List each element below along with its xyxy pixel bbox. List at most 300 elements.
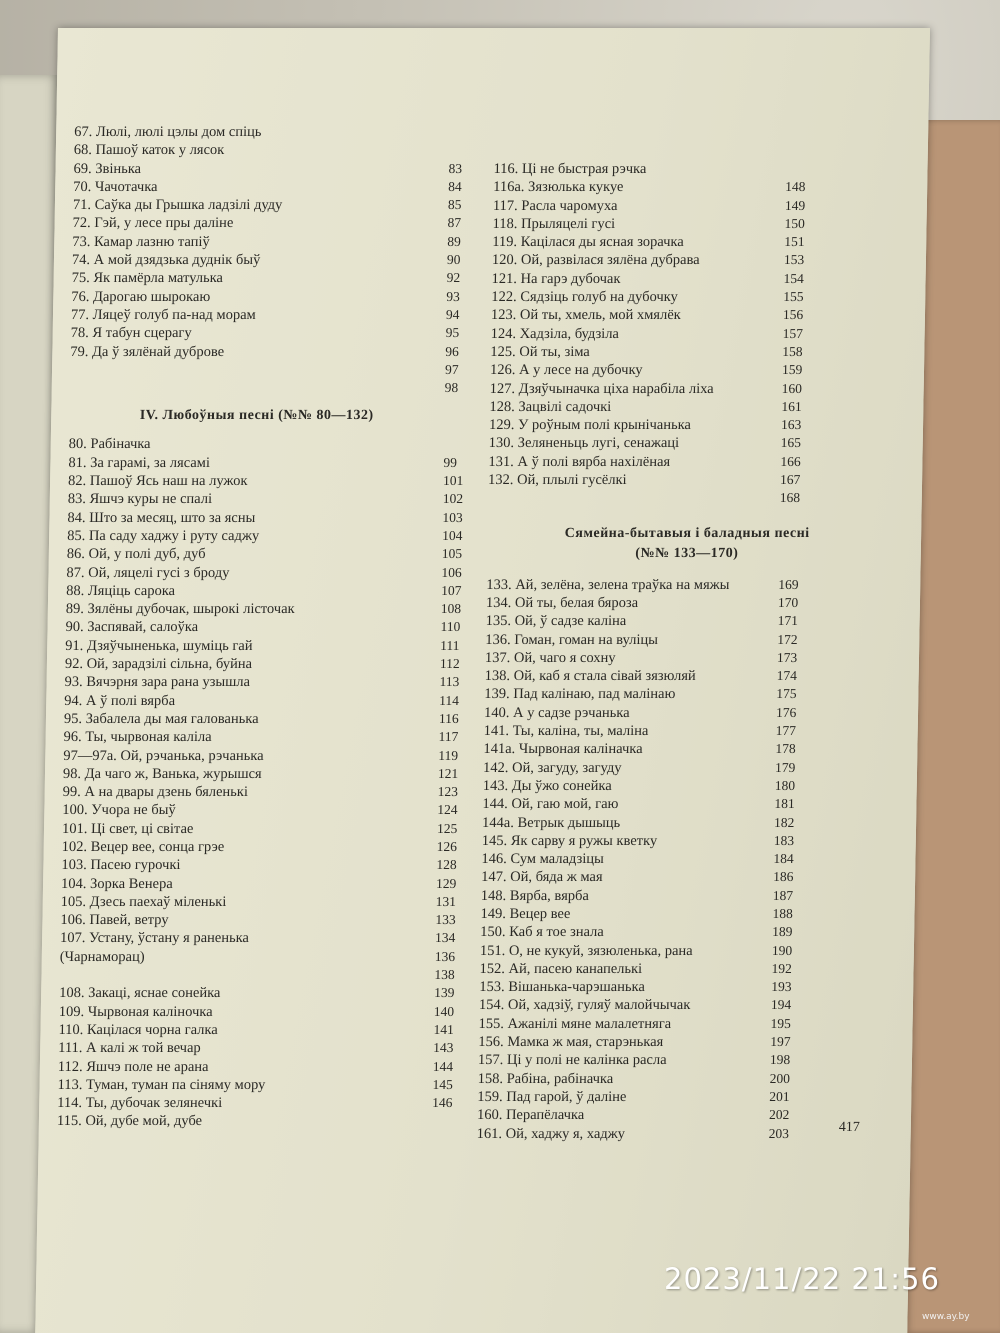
toc-entry-title: 76. Дарогаю шырокаю: [71, 288, 211, 305]
toc-entry-title: 97—97а. Ой, рэчанька, рэчанька: [63, 747, 264, 764]
toc-entry-page: 181: [774, 796, 795, 812]
toc-entry-title: 121. На гарэ дубочак: [491, 270, 621, 287]
toc-entry-page: 140: [433, 1003, 455, 1019]
toc-entry: [65, 655, 480, 673]
toc-entry: [63, 728, 478, 746]
toc-entry: [69, 435, 484, 453]
toc-entry-page: 151: [784, 234, 805, 250]
toc-entry: [483, 740, 903, 758]
toc-entry-title: 98. Да чаго ж, Ванька, журышся: [62, 765, 262, 782]
toc-entry-title: 71. Саўка ды Грышка ладзілі дуду: [72, 197, 283, 214]
toc-entry-title: 152. Ай, пасею канапелькі: [479, 960, 643, 977]
toc-entry-title: 148. Вярба, вярба: [480, 887, 590, 904]
toc-entry-title: 106. Павей, ветру: [60, 912, 169, 929]
toc-entry-page: 195: [770, 1015, 792, 1031]
toc-entry: [59, 1003, 474, 1021]
toc-entry-title: 147. Ой, бяда ж мая: [481, 869, 603, 886]
toc-entry-page: 96: [445, 343, 459, 359]
toc-entry: [57, 1112, 472, 1130]
toc-entry: [477, 1070, 897, 1088]
toc-entry: [486, 576, 906, 594]
toc-entry-page: 153: [783, 252, 805, 268]
toc-entry-title: 100. Учора не быў: [62, 802, 176, 819]
toc-entry: [484, 685, 904, 703]
section-heading-family-songs: [467, 508, 908, 564]
toc-entry-title: 145. Як сарву я ружы кветку: [481, 832, 658, 849]
toc-entry-page: 173: [776, 649, 798, 665]
toc-entry-page: 172: [777, 631, 798, 647]
toc-entry-page: 198: [769, 1052, 791, 1068]
toc-entry-title: 72. Гэй, у лесе пры даліне: [72, 215, 234, 232]
toc-entry-page: 177: [775, 723, 797, 739]
toc-entry: [481, 868, 901, 886]
right-entries-bottom: [477, 576, 907, 1143]
toc-entry-title: 153. Вішанька-чарэшанька: [479, 979, 645, 996]
toc-entry-page: 189: [772, 924, 793, 940]
toc-entry-title: 141а. Чырвоная каліначка: [483, 741, 643, 758]
toc-entry-page: 180: [774, 777, 796, 793]
toc-entry: [489, 416, 909, 434]
toc-entry-title: 159. Пад гарой, ў даліне: [477, 1088, 627, 1105]
toc-entry-title: 117. Расла чаромуха: [492, 197, 618, 214]
toc-entry: [480, 905, 900, 923]
toc-entry: [482, 832, 902, 850]
toc-entry-page: 145: [432, 1076, 453, 1092]
toc-entry-page: 156: [782, 307, 804, 323]
toc-entry-title: 81. За гарамі, за лясамі: [68, 454, 211, 471]
toc-entry-title: 128. Зацвілі садочкі: [489, 398, 612, 415]
toc-entry-page: 94: [445, 306, 460, 322]
toc-entry-page: 107: [441, 582, 462, 598]
toc-entry-title: 99. А на двары дзень бяленькі: [62, 784, 249, 801]
toc-entry-title: 129. У роўным полі крынічанька: [488, 417, 692, 434]
toc-entry-title: 105. Дзесь паехаў міленькі: [60, 893, 227, 910]
toc-entry-page: 85: [447, 197, 462, 213]
toc-entry-title: 122. Сядзіць голуб на дубочку: [491, 289, 678, 306]
toc-entry: [480, 942, 900, 960]
toc-entry: [492, 251, 912, 269]
toc-entry-page: 161: [781, 398, 802, 414]
toc-entry-title: 131. А ў полі вярба нахілёная: [488, 453, 671, 470]
page-number: 417: [838, 1120, 860, 1135]
toc-entry-title: 90. Заспявай, салоўка: [65, 619, 199, 636]
toc-entry: [58, 1039, 473, 1057]
toc-entry-page: 159: [781, 362, 803, 378]
toc-entry-title: 133. Ай, зелёна, зелена траўка на мяжы: [486, 576, 730, 593]
toc-entry: [489, 434, 909, 452]
toc-entry-page: 154: [783, 270, 805, 286]
toc-entry-page: 149: [784, 197, 806, 213]
toc-entry: [486, 594, 906, 612]
toc-entry-title: 158. Рабіна, рабіначка: [477, 1070, 614, 1087]
toc-entry: [57, 1076, 472, 1094]
toc-entry: [483, 777, 903, 795]
toc-entry: [63, 783, 478, 801]
toc-entry-title: 126. А у лесе на дубочку: [489, 362, 643, 379]
toc-entry-title: 77. Ляцеў голуб па-над морам: [70, 306, 256, 323]
toc-entry: [73, 196, 488, 214]
left-entries-top: [70, 123, 490, 397]
toc-entry: [482, 795, 902, 813]
toc-entry-page: 166: [780, 453, 801, 469]
toc-entry: [488, 453, 908, 471]
toc-entry-page: 101: [442, 473, 464, 489]
toc-entry-title: 95. Забалела ды мая галованька: [63, 710, 259, 727]
toc-entry-title: 143. Ды ўжо сонейка: [482, 777, 612, 794]
toc-entry-title: 136. Гоман, гоман на вуліцы: [485, 631, 659, 648]
toc-entry-title: 87. Ой, ляцелі гусі з броду: [66, 564, 230, 581]
toc-entry-title: 114. Ты, дубочак зелянечкі: [57, 1095, 223, 1112]
toc-entry-title: 124. Хадзіла, будзіла: [490, 325, 620, 342]
toc-entry: [72, 233, 487, 251]
toc-entry-title: 85. Па саду хаджу і руту саджу: [66, 527, 260, 544]
toc-entry-page: 119: [438, 747, 459, 763]
toc-entry: [71, 288, 486, 306]
toc-entry-page: 90: [446, 252, 461, 268]
toc-entry-page: 136: [434, 948, 456, 964]
toc-entry-page: 99: [443, 454, 458, 470]
toc-entry: [57, 1094, 472, 1112]
toc-entry-page: 178: [775, 741, 796, 757]
toc-entry: [493, 160, 913, 178]
toc-entry-title: 132. Ой, плылі гусёлкі: [487, 472, 627, 489]
toc-entry: [68, 472, 483, 490]
toc-entry: [68, 454, 483, 472]
toc-entry: [484, 704, 904, 722]
toc-entry-page: 95: [445, 325, 460, 341]
toc-entry-page: 186: [773, 869, 794, 885]
toc-entry: [481, 887, 901, 905]
toc-entry-page: 117: [438, 729, 459, 745]
toc-entry-title: 139. Пад калінаю, пад малінаю: [484, 686, 676, 703]
toc-entry: [70, 343, 485, 361]
toc-entry: [493, 178, 913, 196]
toc-entry-title: 123. Ой ты, хмель, мой хмялёк: [490, 307, 681, 324]
toc-entry-title: 110. Кацілася чорна галка: [58, 1021, 218, 1038]
toc-entry-title: 142. Ой, загуду, загуду: [482, 759, 622, 776]
toc-entry: [71, 324, 486, 342]
toc-entry-page: 193: [771, 979, 792, 995]
toc-entry-page: 170: [777, 594, 799, 610]
toc-entry-title: 88. Ляціць сарока: [66, 582, 176, 599]
toc-entry: [66, 582, 481, 600]
toc-entry-page: 133: [435, 912, 456, 928]
toc-entry: [62, 838, 477, 856]
toc-entry: [485, 612, 905, 630]
toc-entry-page: 157: [782, 325, 804, 341]
toc-entry: [67, 509, 482, 527]
toc-entry: [488, 489, 908, 507]
toc-entry-title: 80. Рабіначка: [68, 436, 151, 453]
toc-entry-title: 138. Ой, каб я стала сівай зязюляй: [484, 668, 696, 685]
toc-entry-page: 138: [434, 967, 455, 983]
toc-entry: [62, 820, 477, 838]
toc-entry-page: 110: [440, 619, 461, 635]
toc-entry-page: 146: [432, 1095, 453, 1111]
toc-entry-title: 140. А у садзе рэчанька: [483, 704, 630, 721]
toc-entry: [60, 911, 475, 929]
toc-entry: [491, 270, 911, 288]
toc-entry: [478, 1015, 898, 1033]
toc-entry: [491, 288, 911, 306]
toc-entry: [67, 527, 482, 545]
toc-entry-title: 115. Ой, дубе мой, дубе: [56, 1113, 203, 1130]
toc-entry-title: 125. Ой ты, зіма: [490, 343, 590, 360]
toc-entry-title: 144. Ой, гаю мой, гаю: [482, 796, 619, 813]
toc-entry-page: 143: [433, 1040, 454, 1056]
toc-entry: [61, 856, 476, 874]
toc-entry: [479, 978, 899, 996]
toc-entry-title: 141. Ты, каліна, ты, маліна: [483, 723, 649, 740]
toc-entry: [58, 1021, 473, 1039]
toc-entry: [477, 1088, 897, 1106]
toc-entry-title: 104. Зорка Венера: [60, 875, 173, 892]
toc-entry-title: 116а. Зязюлька кукуе: [493, 179, 624, 196]
toc-entry: [490, 343, 910, 361]
toc-entry-page: 112: [439, 656, 460, 672]
toc-entry: [68, 490, 483, 508]
toc-entry: [65, 637, 480, 655]
toc-entry-page: 124: [437, 802, 458, 818]
toc-entry: [74, 141, 489, 159]
toc-entry-title: 94. А ў полі вярба: [64, 692, 176, 709]
toc-entry-title: 92. Ой, зарадзілі сільна, буйна: [64, 656, 253, 673]
toc-entry-title: 84. Што за месяц, што за ясны: [67, 509, 256, 526]
toc-entry: [479, 996, 899, 1014]
left-entries-bottom: [57, 435, 484, 1130]
toc-entry: [71, 306, 486, 324]
toc-entry-page: 179: [774, 759, 796, 775]
toc-entry: [70, 379, 485, 397]
section-heading-line2: (№№ 133—170): [635, 545, 739, 561]
toc-entry-page: 123: [437, 784, 459, 800]
toc-entry-page: 102: [442, 491, 464, 507]
toc-entry: [61, 875, 476, 893]
toc-entry: [478, 1033, 898, 1051]
toc-entry-title: 149. Вецер вее: [480, 905, 571, 922]
toc-entry-page: 131: [435, 893, 457, 909]
toc-entry-page: 125: [436, 820, 458, 836]
toc-entry-title: 113. Туман, туман па сіняму мору: [57, 1076, 266, 1093]
toc-entry-page: 194: [770, 997, 792, 1013]
toc-entry-title: 83. Яшчэ куры не спалі: [67, 491, 213, 508]
toc-entry-page: 148: [785, 179, 806, 195]
toc-entry-title: 134. Ой ты, белая бяроза: [485, 594, 639, 611]
toc-entry: [71, 269, 486, 287]
toc-entry-page: 168: [779, 490, 801, 506]
toc-entry-title: 75. Як памёрла матулька: [71, 270, 224, 287]
toc-entry-page: 165: [780, 435, 802, 451]
toc-entry-page: 163: [780, 417, 802, 433]
toc-entry: [72, 251, 487, 269]
toc-entry-title: 111. А калі ж той вечар: [58, 1040, 201, 1057]
toc-entry-title: 69. Звінька: [73, 160, 142, 177]
toc-entry: [64, 710, 479, 728]
toc-entry: [484, 722, 904, 740]
toc-entry: [64, 673, 479, 691]
toc-entry: [60, 948, 475, 966]
toc-entry-page: 202: [768, 1107, 790, 1123]
book-page: [35, 28, 930, 1333]
toc-entry-title: (Чарнаморац): [59, 948, 145, 965]
section-heading-love-songs: IV. Любоўныя песні (№№ 80—132): [139, 408, 374, 424]
toc-entry-page: 183: [773, 832, 795, 848]
toc-entry-page: 106: [441, 564, 462, 580]
toc-entry-page: 182: [774, 814, 795, 830]
toc-entry-title: 102. Вецер вее, сонца грэе: [61, 838, 225, 855]
toc-entry-title: 103. Пасею гурочкі: [61, 857, 181, 874]
toc-entry-page: 98: [444, 380, 459, 396]
toc-entry-title: 156. Мамка ж мая, старэнькая: [478, 1034, 664, 1051]
toc-entry: [485, 649, 905, 667]
right-entries-top: [488, 160, 914, 508]
toc-entry: [489, 398, 909, 416]
toc-entry: [60, 929, 475, 947]
toc-entry: [477, 1106, 897, 1124]
toc-entry-title: 116. Ці не быстрая рэчка: [493, 161, 647, 177]
toc-entry-title: 107. Устану, ўстану я раненька: [59, 930, 250, 947]
toc-entry-page: 97: [444, 361, 459, 377]
toc-entry: [481, 850, 901, 868]
toc-entry-page: 83: [448, 160, 463, 176]
toc-entry-title: 150. Каб я тое знала: [480, 924, 604, 941]
toc-entry-title: 161. Ой, хаджу я, хаджу: [476, 1125, 626, 1142]
toc-entry-title: 68. Пашоў каток у лясок: [73, 142, 225, 159]
toc-entry-title: 160. Перапёлачка: [476, 1107, 585, 1124]
toc-entry: [485, 667, 905, 685]
toc-entry-page: 111: [440, 637, 460, 653]
toc-entry-title: 79. Да ў зялёнай дуброве: [70, 343, 225, 360]
toc-entry-title: 112. Яшчэ поле не арана: [57, 1058, 209, 1075]
toc-entry: [478, 1051, 898, 1069]
toc-entry: [63, 765, 478, 783]
toc-entry-title: 89. Зялёны дубочак, шырокі лісточак: [65, 601, 295, 618]
toc-entry-title: 74. А мой дзядзька дуднік быў: [71, 252, 261, 269]
toc-entry-page: 105: [441, 546, 463, 562]
toc-entry-title: 137. Ой, чаго я сохну: [484, 649, 616, 666]
toc-entry-page: 171: [777, 613, 799, 629]
toc-entry-page: 160: [781, 380, 803, 396]
photo-timestamp: 2023/11/22 21:56: [664, 1262, 940, 1296]
toc-entry-page: 108: [440, 601, 462, 617]
toc-entry-page: 167: [779, 472, 801, 488]
toc-entry-title: 93. Вячэрня зара рана узышла: [64, 674, 251, 691]
toc-entry: [73, 178, 488, 196]
toc-entry-page: 200: [769, 1070, 791, 1086]
toc-entry-title: 157. Ці у полі не калінка расла: [477, 1052, 667, 1069]
toc-entry-page: 192: [771, 960, 792, 976]
toc-entry-title: 109. Чырвоная каліночка: [58, 1003, 213, 1020]
toc-entry-title: 118. Прыляцелі гусі: [492, 215, 616, 232]
toc-entry-title: 146. Сум маладзіцы: [481, 851, 604, 868]
toc-entry-title: 82. Пашоў Ясь наш на лужок: [67, 473, 248, 490]
toc-entry-title: 78. Я табун сцерагу: [70, 325, 192, 342]
toc-entry-page: 87: [447, 215, 462, 231]
right-column: [477, 160, 914, 1143]
toc-entry: [64, 692, 479, 710]
toc-entry: [492, 215, 912, 233]
toc-entry: [491, 306, 911, 324]
toc-entry: [59, 966, 474, 984]
toc-entry: [63, 747, 478, 765]
toc-entry-page: 169: [778, 576, 799, 592]
toc-entry: [477, 1125, 897, 1143]
toc-entry: [493, 197, 913, 215]
watermark: www.ay.by: [922, 1312, 970, 1322]
toc-entry-page: 113: [439, 674, 460, 690]
toc-entry-title: 135. Ой, ў садзе каліна: [485, 613, 627, 630]
toc-entry: [58, 1058, 473, 1076]
toc-entry-page: 184: [773, 851, 794, 867]
toc-entry-page: 128: [436, 857, 457, 873]
toc-entry-title: 91. Дзяўчыненька, шуміць гай: [65, 637, 253, 654]
toc-entry-page: 134: [434, 930, 456, 946]
toc-entry: [73, 160, 488, 178]
toc-entry-title: 144а. Ветрык дышыць: [481, 814, 621, 831]
toc-entry-page: 203: [768, 1125, 790, 1141]
left-column: [57, 123, 490, 1131]
toc-entry: [61, 893, 476, 911]
toc-entry: [67, 545, 482, 563]
toc-entry-page: 89: [447, 233, 461, 249]
toc-entry: [66, 600, 481, 618]
toc-entry: [72, 214, 487, 232]
toc-entry-title: 127. Дзяўчыначка ціха нарабіла ліха: [489, 380, 714, 397]
toc-entry: [480, 923, 900, 941]
toc-entry-title: 130. Зеляненьць лугі, сенажаці: [488, 435, 680, 452]
toc-entry-title: 73. Камар лазню тапіў: [72, 233, 210, 250]
toc-entry-title: 101. Ці свет, ці світае: [61, 820, 194, 837]
toc-entry: [483, 759, 903, 777]
toc-entry-page: 188: [772, 905, 793, 921]
toc-entry: [491, 325, 911, 343]
toc-entry-title: 86. Ой, у полі дуб, дуб: [66, 546, 206, 563]
toc-entry-title: 119. Кацілася ды ясная зорачка: [492, 234, 684, 251]
toc-entry: [490, 361, 910, 379]
toc-entry-page: 201: [769, 1088, 790, 1104]
toc-entry: [66, 564, 481, 582]
toc-entry-title: 151. О, не кукуй, зязюленька, рана: [479, 942, 693, 959]
toc-entry-page: 114: [439, 692, 460, 708]
toc-entry-page: 197: [770, 1034, 791, 1050]
toc-entry-page: 155: [783, 289, 804, 305]
toc-entry-title: 155. Ажанілі мяне малалетняга: [478, 1015, 672, 1032]
toc-entry-page: 92: [446, 270, 461, 286]
toc-entry-page: 116: [438, 710, 459, 726]
toc-entry-page: 129: [435, 875, 457, 891]
toc-entry: [488, 471, 908, 489]
toc-entry: [59, 984, 474, 1002]
toc-entry-page: 126: [436, 838, 458, 854]
toc-entry-page: 93: [446, 288, 460, 304]
section-heading-line1: Сямейна-бытавыя і баладныя песні: [564, 525, 810, 541]
toc-entry-page: 144: [432, 1058, 454, 1074]
toc-entry-title: 120. Ой, развілася зялёна дубрава: [491, 252, 700, 269]
toc-entry: [62, 801, 477, 819]
toc-entry: [490, 380, 910, 398]
toc-entry-page: 141: [433, 1021, 454, 1037]
toc-entry-page: 174: [776, 668, 798, 684]
toc-entry-page: 84: [448, 178, 462, 194]
toc-entry: [65, 618, 480, 636]
toc-entry-page: 176: [775, 704, 797, 720]
toc-entry-page: 139: [434, 985, 455, 1001]
toc-entry-title: 96. Ты, чырвоная каліла: [63, 729, 212, 746]
toc-entry: [70, 361, 485, 379]
toc-entry-title: 70. Чачотачка: [73, 178, 158, 195]
toc-entry: [479, 960, 899, 978]
toc-entry-title: 67. Люлі, люлі цэлы дом спіць: [74, 124, 262, 140]
